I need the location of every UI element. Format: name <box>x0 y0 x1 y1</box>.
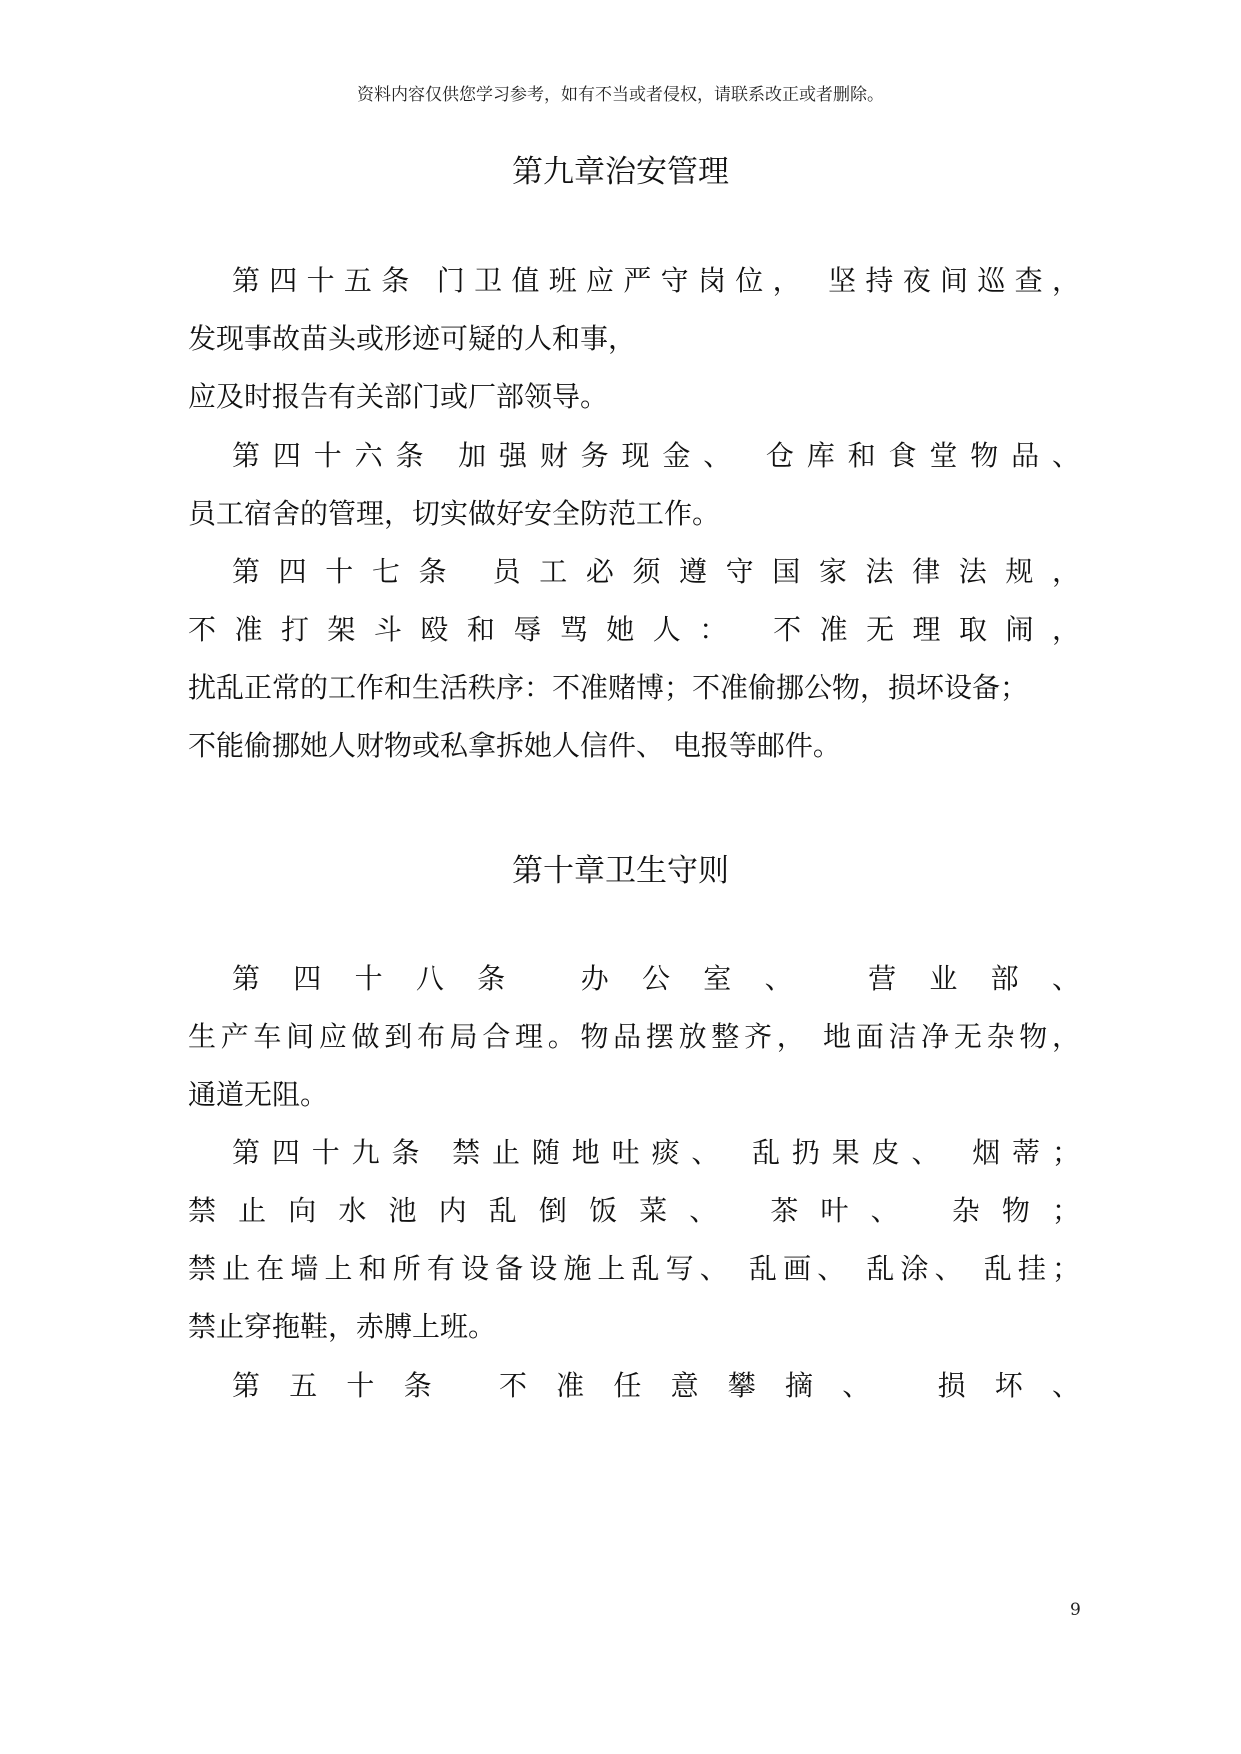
article-49-number: 第四十九条 <box>232 1136 432 1169</box>
chapter-9-title: 第九章治安管理 <box>512 154 729 190</box>
article-47-line-4: 不能偷挪她人财物或私拿拆她人信件、 电报等邮件。 <box>188 729 841 762</box>
article-49-line-3: 禁止在墙上和所有设备设施上乱写、 乱画、 乱涂、 乱挂； <box>188 1252 1080 1285</box>
article-50-number: 第五十条 <box>232 1369 461 1402</box>
article-45-line-3: 应及时报告有关部门或厂部领导。 <box>188 380 609 413</box>
article-47-number: 第四十七条 <box>232 555 466 588</box>
article-45-line-1: 第四十五条 门卫值班应严守岗位， 坚持夜间巡查， <box>232 264 1080 297</box>
page-number: 9 <box>1070 1600 1081 1620</box>
article-47-line-1: 第四十七条 员工必须遵守国家法律法规， <box>232 555 1080 588</box>
article-48-number: 第四十八条 <box>232 962 539 995</box>
article-48-line-2: 生产车间应做到布局合理。物品摆放整齐， 地面洁净无杂物， <box>188 1020 1080 1053</box>
article-45-line-2: 发现事故苗头或形迹可疑的人和事， <box>188 322 637 355</box>
article-47-line-3: 扰乱正常的工作和生活秩序：不准赌博；不准偷挪公物，损坏设备； <box>188 671 1029 704</box>
chapter-10-title: 第十章卫生守则 <box>512 853 729 889</box>
article-46-number: 第四十六条 <box>232 439 437 472</box>
article-49-line-4: 禁止穿拖鞋，赤膊上班。 <box>188 1310 497 1343</box>
article-50-line-1: 第五十条 不准任意攀摘、 损坏、 <box>232 1369 1080 1402</box>
article-49-line-2: 禁止向水池内乱倒饭菜、 茶叶、 杂物； <box>188 1194 1080 1227</box>
article-47-line-2: 不准打架斗殴和辱骂她人： 不准无理取闹， <box>188 613 1080 646</box>
article-46-line-2: 员工宿舍的管理，切实做好安全防范工作。 <box>188 497 721 530</box>
article-48-line-3: 通道无阻。 <box>188 1078 329 1111</box>
article-49-line-1: 第四十九条 禁止随地吐痰、 乱扔果皮、 烟蒂； <box>232 1136 1080 1169</box>
article-46-line-1: 第四十六条 加强财务现金、 仓库和食堂物品、 <box>232 439 1080 472</box>
article-45-number: 第四十五条 <box>232 264 419 297</box>
page-header-disclaimer: 资料内容仅供您学习参考，如有不当或者侵权，请联系改正或者删除。 <box>357 85 884 105</box>
article-48-line-1: 第四十八条 办公室、 营业部、 <box>232 962 1080 995</box>
